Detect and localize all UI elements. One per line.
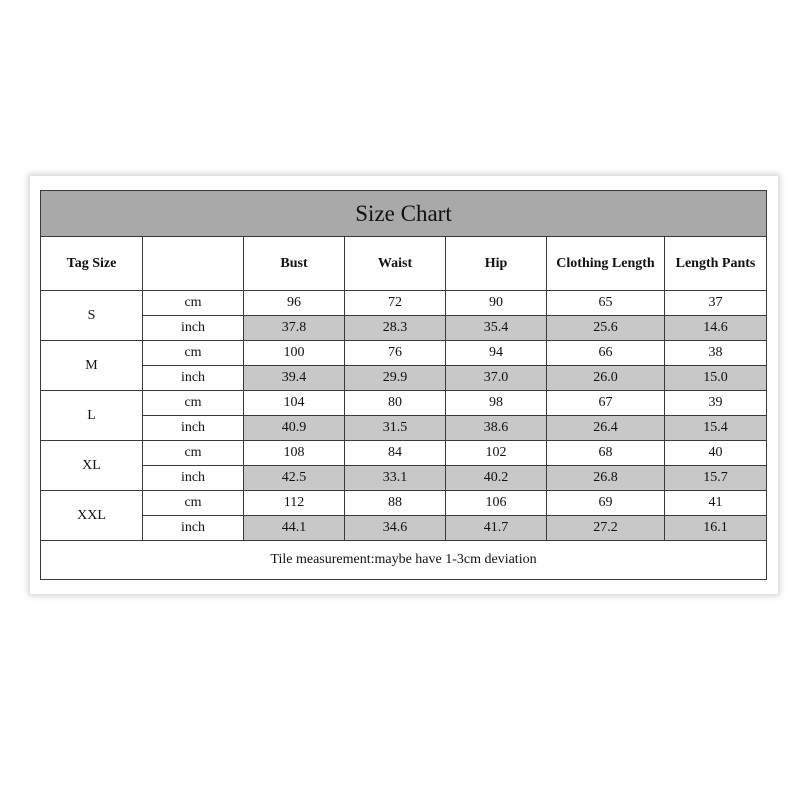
size-label: XL (41, 441, 143, 491)
waist-value: 31.5 (345, 416, 446, 441)
hip-value: 106 (446, 491, 547, 516)
clothing-length-value: 26.4 (547, 416, 665, 441)
unit-cell: inch (143, 316, 244, 341)
bust-value: 37.8 (244, 316, 345, 341)
bust-value: 96 (244, 291, 345, 316)
length-pants-value: 41 (665, 491, 767, 516)
size-label: S (41, 291, 143, 341)
hip-value: 102 (446, 441, 547, 466)
bust-value: 39.4 (244, 366, 345, 391)
waist-value: 80 (345, 391, 446, 416)
length-pants-value: 15.4 (665, 416, 767, 441)
header-hip: Hip (446, 237, 547, 291)
clothing-length-value: 27.2 (547, 516, 665, 541)
waist-value: 29.9 (345, 366, 446, 391)
clothing-length-value: 66 (547, 341, 665, 366)
bust-value: 112 (244, 491, 345, 516)
hip-value: 41.7 (446, 516, 547, 541)
clothing-length-value: 65 (547, 291, 665, 316)
bust-value: 42.5 (244, 466, 345, 491)
size-label: XXL (41, 491, 143, 541)
hip-value: 94 (446, 341, 547, 366)
waist-value: 84 (345, 441, 446, 466)
clothing-length-value: 67 (547, 391, 665, 416)
length-pants-value: 15.7 (665, 466, 767, 491)
unit-cell: cm (143, 341, 244, 366)
length-pants-value: 37 (665, 291, 767, 316)
clothing-length-value: 68 (547, 441, 665, 466)
header-bust: Bust (244, 237, 345, 291)
unit-cell: inch (143, 366, 244, 391)
measurement-note: Tile measurement:maybe have 1-3cm deviation (41, 541, 767, 580)
hip-value: 35.4 (446, 316, 547, 341)
hip-value: 98 (446, 391, 547, 416)
bust-value: 108 (244, 441, 345, 466)
hip-value: 90 (446, 291, 547, 316)
waist-value: 33.1 (345, 466, 446, 491)
header-length-pants: Length Pants (665, 237, 767, 291)
hip-value: 40.2 (446, 466, 547, 491)
unit-cell: inch (143, 466, 244, 491)
length-pants-value: 16.1 (665, 516, 767, 541)
table-row (41, 391, 767, 416)
unit-cell: cm (143, 491, 244, 516)
clothing-length-value: 26.8 (547, 466, 665, 491)
unit-cell: cm (143, 441, 244, 466)
unit-cell: inch (143, 416, 244, 441)
header-unit (143, 237, 244, 291)
clothing-length-value: 26.0 (547, 366, 665, 391)
waist-value: 72 (345, 291, 446, 316)
size-label: M (41, 341, 143, 391)
size-label: L (41, 391, 143, 441)
length-pants-value: 39 (665, 391, 767, 416)
table-row (41, 516, 767, 541)
length-pants-value: 40 (665, 441, 767, 466)
waist-value: 28.3 (345, 316, 446, 341)
clothing-length-value: 25.6 (547, 316, 665, 341)
header-clothing-length: Clothing Length (547, 237, 665, 291)
unit-cell: inch (143, 516, 244, 541)
length-pants-value: 14.6 (665, 316, 767, 341)
bust-value: 104 (244, 391, 345, 416)
header-waist: Waist (345, 237, 446, 291)
hip-value: 37.0 (446, 366, 547, 391)
length-pants-value: 15.0 (665, 366, 767, 391)
table-row (41, 341, 767, 366)
table-row (41, 291, 767, 316)
header-row (41, 237, 767, 291)
chart-title: Size Chart (41, 191, 767, 237)
table-row (41, 491, 767, 516)
table-row (41, 366, 767, 391)
bust-value: 44.1 (244, 516, 345, 541)
table-row (41, 441, 767, 466)
table-row (41, 416, 767, 441)
waist-value: 34.6 (345, 516, 446, 541)
unit-cell: cm (143, 391, 244, 416)
clothing-length-value: 69 (547, 491, 665, 516)
length-pants-value: 38 (665, 341, 767, 366)
hip-value: 38.6 (446, 416, 547, 441)
table-row (41, 316, 767, 341)
table-row (41, 466, 767, 491)
unit-cell: cm (143, 291, 244, 316)
bust-value: 40.9 (244, 416, 345, 441)
waist-value: 76 (345, 341, 446, 366)
header-tag-size: Tag Size (41, 237, 143, 291)
size-chart-table (40, 190, 767, 580)
waist-value: 88 (345, 491, 446, 516)
bust-value: 100 (244, 341, 345, 366)
